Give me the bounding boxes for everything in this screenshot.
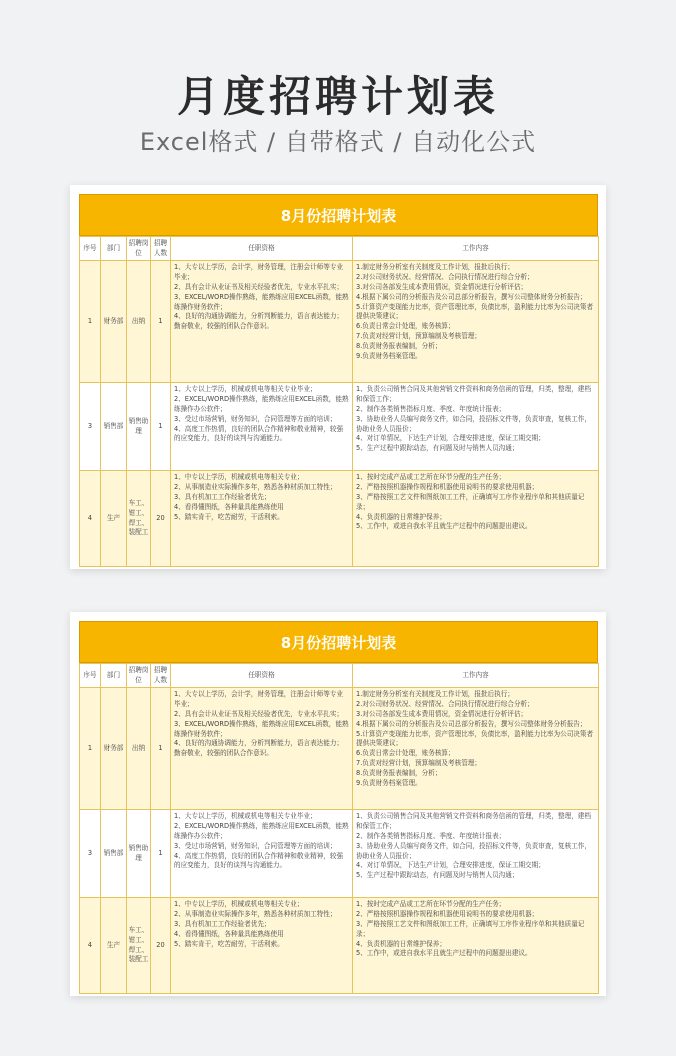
work-line: 2、严格按照机器操作规程和机器使用说明书的要求使用机器； [356, 482, 539, 491]
cell-qualification [171, 261, 353, 383]
work-line: 1.制定财务分析室有关制度及工作计划，报批后执行； [356, 690, 514, 698]
cell-dept: 销售部 [101, 383, 127, 471]
work-line: 4、对订单情况，下达生产计划，合理安排进度，保证工期交期； [356, 861, 545, 870]
qual-line: 2、EXCEL/WORD操作熟练，能熟练应用EXCEL函数，能熟练操作办公软件； [174, 821, 349, 840]
col-header-dept: 部门 [101, 237, 127, 261]
cell-count: 1 [151, 688, 171, 810]
cell-count: 20 [151, 471, 171, 567]
work-line: 6.负责日常会计处理，账务核算； [356, 749, 455, 758]
hero-subtitle: Excel格式 / 自带格式 / 自动化公式 [139, 128, 537, 156]
table-row [80, 688, 599, 810]
qual-line: 4、高度工作热情，良好的团队合作精神和敬业精神，较强的应变能力，良好的谈判与沟通能力。 [174, 851, 344, 870]
qual-line: 1、大专以上学历，机械或机电等相关专业毕业； [174, 385, 317, 393]
work-line: 4.根据下属公司的分析报告及公司总部分析报告，撰写公司整体财务分析报告； [356, 292, 587, 301]
cell-work [353, 471, 599, 567]
cell-no: 3 [80, 383, 101, 471]
qual-line: 3、受过市场营销，财务知识，合同管理等方面的培训； [174, 414, 337, 423]
col-header-no: 序号 [80, 237, 101, 261]
work-line: 2、制作各类销售指标月度、季度、年度统计报表； [356, 831, 506, 840]
cell-dept: 财务部 [101, 261, 127, 383]
cell-count: 20 [151, 898, 171, 994]
cell-dept: 生产 [101, 898, 127, 994]
cell-count: 1 [151, 810, 171, 898]
col-header-count: 招聘人数 [151, 237, 171, 261]
work-line: 5.计算资产变现能力比率，资产管理比率，负债比率，盈利能力比率为公司决策者提供决策建议； [356, 302, 594, 321]
table-row [80, 261, 599, 383]
work-line: 5、生产过程中跟踪动态，有问题及时与销售人员沟通； [356, 444, 519, 453]
work-line: 5、工作中，或进自我水平且就生产过程中的问题提出建议。 [356, 949, 532, 958]
qual-line: 3、EXCEL/WORD操作熟练，能熟练应用EXCEL函数，能熟练操作财务软件； [174, 719, 349, 738]
work-line: 3.对公司各部发生成本费用情况，资金情况进行分析评估； [356, 709, 528, 718]
qual-line: 1、大专以上学历，会计学，财务管理，注册会计师等专业毕业； [174, 263, 344, 281]
cell-dept: 财务部 [101, 688, 127, 810]
cell-no: 3 [80, 810, 101, 898]
work-line: 6.负责日常会计处理，账务核算； [356, 322, 455, 331]
cell-post: 出纳 [127, 261, 151, 383]
cell-dept: 销售部 [101, 810, 127, 898]
col-header-dept: 部门 [101, 664, 127, 688]
work-line: 4、对订单情况，下达生产计划，合理安排进度，保证工期交期； [356, 434, 545, 443]
work-line: 1、负责公司销售合同及其他营销文件资料和商务信函的管理，归类，整理，建档和保管工作； [356, 812, 591, 830]
cell-post: 车工、钳工、焊工、装配工 [127, 898, 151, 994]
qual-line: 4、良好的沟通协调能力，分析判断能力，语言表达能力；勤奋敬业，较强的团队合作意识。 [174, 739, 344, 758]
table-row [80, 898, 599, 994]
qual-line: 3、具有机加工工作经验者优先； [174, 919, 271, 928]
qual-line: 3、具有机加工工作经验者优先； [174, 492, 271, 501]
col-header-post: 招聘岗位 [127, 237, 151, 261]
recruitment-table [79, 236, 599, 567]
cell-qualification [171, 471, 353, 567]
cell-no: 1 [80, 261, 101, 383]
table-header-row [80, 664, 599, 688]
work-line: 8.负责财务报表编制，分析； [356, 342, 442, 351]
work-line: 9.负责财务档案管理。 [356, 352, 422, 361]
work-line: 2.对公司财务状况、经营情况、合同执行情况进行综合分析； [356, 272, 534, 281]
work-line: 2、严格按照机器操作规程和机器使用说明书的要求使用机器； [356, 909, 539, 918]
qual-line: 3、受过市场营销，财务知识，合同管理等方面的培训； [174, 841, 337, 850]
cell-no: 4 [80, 471, 101, 567]
work-line: 1、负责公司销售合同及其他营销文件资料和商务信函的管理，归类，整理，建档和保管工作； [356, 385, 591, 403]
table-row [80, 810, 599, 898]
work-line: 5、工作中，或进自我水平且就生产过程中的问题提出建议。 [356, 522, 532, 531]
qual-line: 5、踏实肯干，吃苦耐劳，干活利索。 [174, 512, 284, 521]
qual-line: 4、良好的沟通协调能力，分析判断能力，语言表达能力；勤奋敬业，较强的团队合作意识。 [174, 312, 344, 331]
recruitment-table [79, 663, 599, 994]
cell-no: 1 [80, 688, 101, 810]
work-line: 3、协助业务人员编写商务文件，如合同，投招标文件等，负责审查，复核工作，协助业务人员报价； [356, 414, 591, 433]
qual-line: 1、大专以上学历，机械或机电等相关专业毕业； [174, 812, 317, 820]
work-line: 7.负责对经营计划，预算编制及考核管理； [356, 759, 481, 768]
work-line: 3、协助业务人员编写商务文件，如合同，投招标文件等，负责审查，复核工作，协助业务人员报价； [356, 841, 591, 860]
cell-post: 销售助理 [127, 810, 151, 898]
hero-title: 月度招聘计划表 [176, 72, 499, 121]
qual-line: 2、具有会计从业证书及相关经验者优先，专业水平扎实； [174, 282, 344, 291]
cell-qualification [171, 898, 353, 994]
work-line: 2.对公司财务状况、经营情况、合同执行情况进行综合分析； [356, 699, 534, 708]
sheet-title: 8月份招聘计划表 [79, 194, 598, 236]
work-line: 4、负责机器的日常维护保养； [356, 939, 446, 948]
qual-line: 2、从事制造业实际操作多年，熟悉各种材质加工特性； [174, 909, 337, 918]
qual-line: 4、看得懂图纸，各种量具能熟练使用 [174, 502, 284, 511]
qual-line: 3、EXCEL/WORD操作熟练，能熟练应用EXCEL函数，能熟练操作财务软件； [174, 292, 349, 311]
work-line: 1.制定财务分析室有关制度及工作计划，报批后执行； [356, 263, 514, 271]
cell-no: 4 [80, 898, 101, 994]
work-line: 9.负责财务档案管理。 [356, 779, 422, 788]
cell-post: 销售助理 [127, 383, 151, 471]
cell-work [353, 810, 599, 898]
cell-post: 车工、钳工、焊工、装配工 [127, 471, 151, 567]
col-header-work: 工作内容 [353, 664, 599, 688]
cell-work [353, 383, 599, 471]
qual-line: 2、具有会计从业证书及相关经验者优先，专业水平扎实； [174, 709, 344, 718]
work-line: 5、生产过程中跟踪动态，有问题及时与销售人员沟通； [356, 871, 519, 880]
qual-line: 1、中专以上学历，机械或机电等相关专业； [174, 473, 304, 481]
work-line: 1、按时完成产品或工艺所在环节分配的生产任务； [356, 473, 506, 481]
cell-work [353, 688, 599, 810]
qual-line: 2、从事制造业实际操作多年，熟悉各种材质加工特性； [174, 482, 337, 491]
cell-work [353, 261, 599, 383]
qual-line: 2、EXCEL/WORD操作熟练，能熟练应用EXCEL函数，能熟练操作办公软件； [174, 394, 349, 413]
cell-work [353, 898, 599, 994]
col-header-count: 招聘人数 [151, 664, 171, 688]
col-header-no: 序号 [80, 664, 101, 688]
work-line: 1、按时完成产品或工艺所在环节分配的生产任务； [356, 900, 506, 908]
work-line: 7.负责对经营计划，预算编制及考核管理； [356, 332, 481, 341]
work-line: 3、严格按照工艺文件和图纸加工工件，正确填写工序作业程序单和其他质量记录； [356, 492, 585, 511]
cell-count: 1 [151, 261, 171, 383]
work-line: 8.负责财务报表编制，分析； [356, 769, 442, 778]
work-line: 3、严格按照工艺文件和图纸加工工件，正确填写工序作业程序单和其他质量记录； [356, 919, 585, 938]
work-line: 4.根据下属公司的分析报告及公司总部分析报告，撰写公司整体财务分析报告； [356, 719, 587, 728]
table-row [80, 471, 599, 567]
cell-count: 1 [151, 383, 171, 471]
qual-line: 1、大专以上学历，会计学，财务管理，注册会计师等专业毕业； [174, 690, 344, 708]
work-line: 4、负责机器的日常维护保养； [356, 512, 446, 521]
work-line: 3.对公司各部发生成本费用情况，资金情况进行分析评估； [356, 282, 528, 291]
sheet-title: 8月份招聘计划表 [79, 621, 598, 663]
col-header-post: 招聘岗位 [127, 664, 151, 688]
col-header-work: 工作内容 [353, 237, 599, 261]
cell-qualification [171, 810, 353, 898]
cell-post: 出纳 [127, 688, 151, 810]
table-row [80, 383, 599, 471]
work-line: 5.计算资产变现能力比率，资产管理比率，负债比率，盈利能力比率为公司决策者提供决策建议； [356, 729, 594, 748]
cell-dept: 生产 [101, 471, 127, 567]
col-header-qualification: 任职资格 [171, 664, 353, 688]
qual-line: 5、踏实肯干，吃苦耐劳，干活利索。 [174, 939, 284, 948]
table-header-row [80, 237, 599, 261]
qual-line: 4、看得懂图纸，各种量具能熟练使用 [174, 929, 284, 938]
cell-qualification [171, 688, 353, 810]
sheet-preview-card [70, 612, 606, 996]
work-line: 2、制作各类销售指标月度、季度、年度统计报表； [356, 404, 506, 413]
cell-qualification [171, 383, 353, 471]
sheet-preview-card [70, 185, 606, 569]
qual-line: 1、中专以上学历，机械或机电等相关专业； [174, 900, 304, 908]
col-header-qualification: 任职资格 [171, 237, 353, 261]
qual-line: 4、高度工作热情，良好的团队合作精神和敬业精神，较强的应变能力，良好的谈判与沟通能力。 [174, 424, 344, 443]
